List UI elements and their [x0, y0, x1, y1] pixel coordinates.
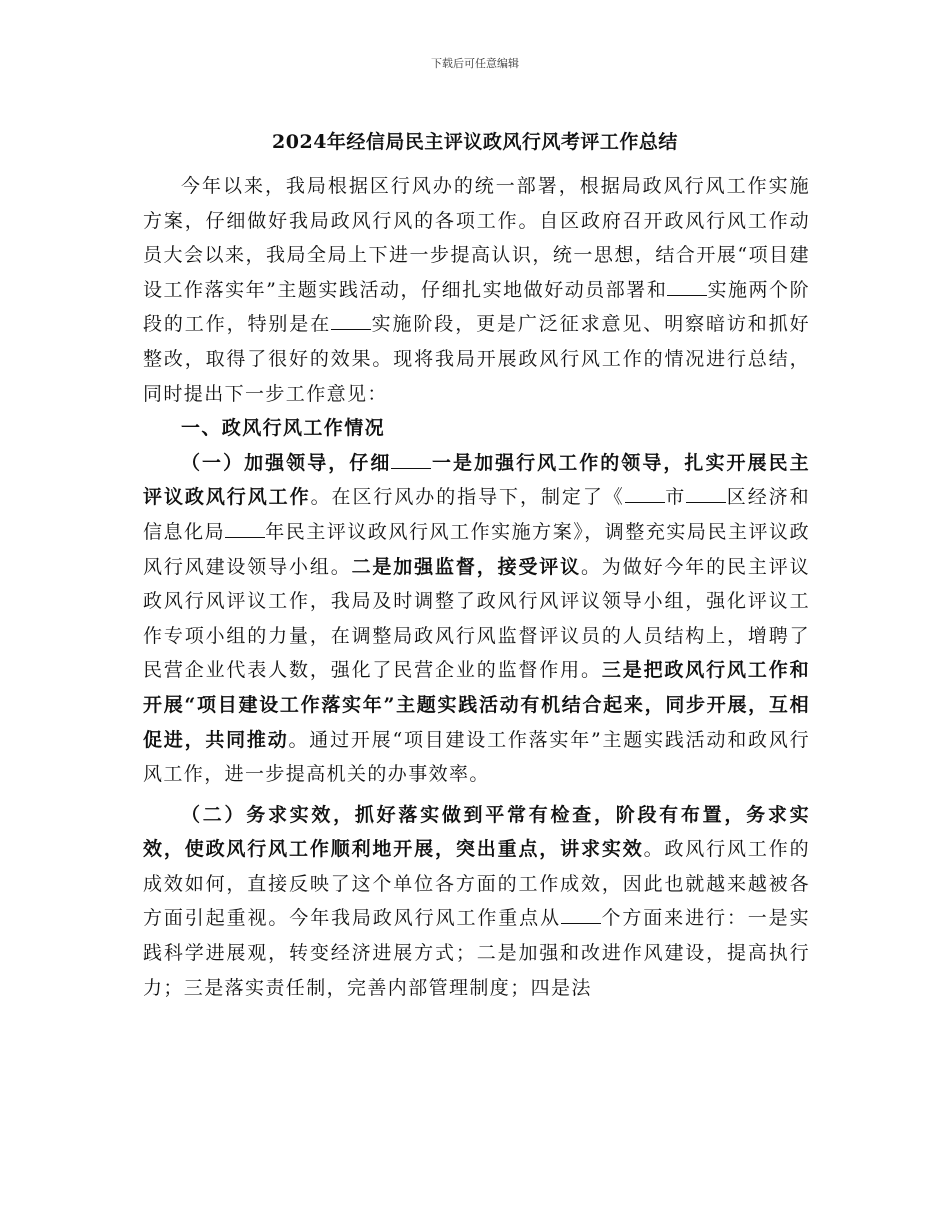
- blank-line: [561, 909, 601, 924]
- header-note: 下载后可任意编辑: [431, 57, 519, 70]
- text-run: 。通过开展“项目建设工作落实年”主题实践活动和政风行风工作，进一步提高机关的办事效率。: [143, 728, 810, 786]
- paragraph-intro: [143, 169, 810, 411]
- text-run: 。在区行风办的指导下，制定了《: [310, 486, 625, 509]
- text-run: 。为做好今年的民主评议政风行风评议工作，我局及时调整了政风行风评议领导小组，强化评议工作专项小组的力量，在调整局政风行风监督评议员的人员结构上，增聘了民营企业代表人数，强化了民营企业的监督作用。: [143, 555, 810, 682]
- blank-line: [225, 523, 265, 538]
- blank-line: [331, 315, 371, 330]
- text-run: 实施阶段，更是广泛征求意见、明察暗访和抓好整改，取得了很好的效果。现将我局开展政风行风工作的情况进行总结，同时提出下一步工作意见：: [143, 313, 810, 405]
- blank-line: [391, 454, 431, 469]
- document-title: 2024年经信局民主评议政风行风考评工作总结: [272, 131, 678, 153]
- paragraph-section-2: [143, 798, 810, 1006]
- text-run: 实施两个阶段的工作，特别是在: [143, 278, 810, 336]
- text-run: 区经济和信息化局: [143, 486, 810, 543]
- section-heading: 一、政风行风工作情况: [181, 417, 386, 440]
- bold-run: 三是把政风行风工作和开展“项目建设工作落实年”主题实践活动有机结合起来，同步开展，互相促进，共同推动: [143, 659, 810, 751]
- text-run: 今年以来，我局根据区行风办的统一部署，根据局政风行风工作实施方案，仔细做好我局政风行风的各项工作。自区政府召开政风行风工作动员大会以来，我局全局上下进一步提高认识，统一思想，结合开展“项目建设工作落实年”主题实践活动，仔细扎实地做好动员部署和: [143, 175, 810, 301]
- text-run: 个方面来进行：一是实践科学进展观，转变经济进展方式；二是加强和改进作风建设，提高执行力；三是落实责任制，完善内部管理制度；四是法: [143, 907, 810, 999]
- document-body: [143, 169, 810, 1005]
- bold-run: （二）务求实效，抓好落实做到平常有检查，阶段有布置，务求实效，使政风行风工作顺利地开展，突出重点，讲求实效: [143, 803, 810, 861]
- bold-run: （一）加强领导，仔细: [181, 451, 392, 474]
- text-run: 年民主评议政风行风工作实施方案》，调整充实局民主评议政风行风建设领导小组。: [143, 520, 810, 578]
- text-run: 。政风行风工作的成效如何，直接反映了这个单位各方面的工作成效，因此也就越来越被各方面引起重视。今年我局政风行风工作重点从: [143, 838, 810, 930]
- paragraph-section-1: [143, 446, 810, 792]
- blank-line: [686, 488, 726, 503]
- bold-run: 二是加强监督，接受评议: [351, 555, 582, 578]
- blank-line: [667, 281, 707, 296]
- blank-line: [625, 488, 665, 503]
- bold-run: 一是加强行风工作的领导，扎实开展民主评议政风行风工作: [143, 451, 810, 509]
- text-run: 市: [664, 486, 687, 509]
